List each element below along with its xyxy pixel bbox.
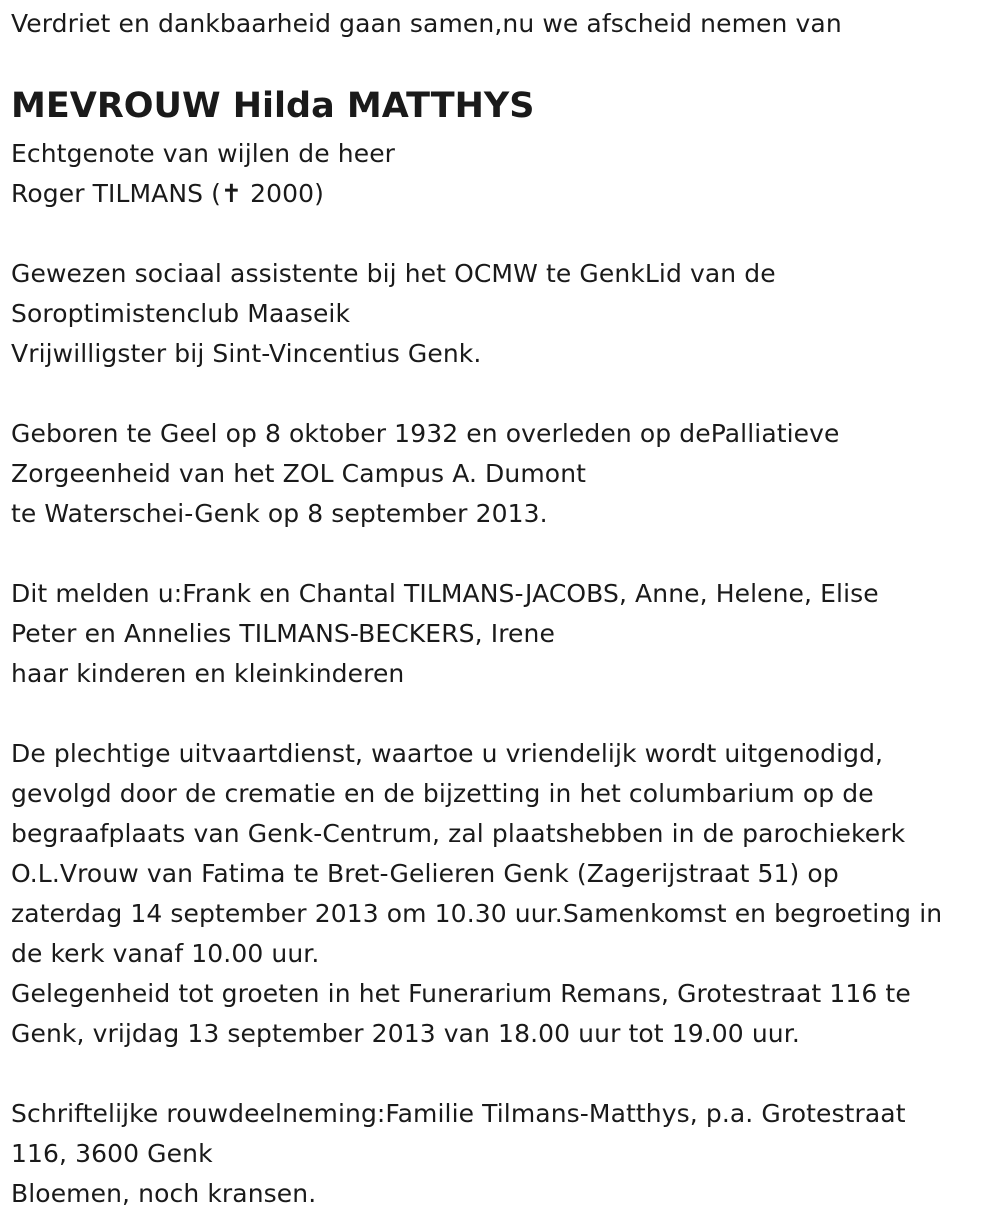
birth-death-section	[11, 414, 840, 534]
service-line: De plechtige uitvaartdienst, waartoe u vriendelijk wordt uitgenodigd,	[11, 739, 884, 768]
deceased-name: MEVROUW Hilda MATTHYS	[11, 86, 535, 126]
service-line: Genk, vrijdag 13 september 2013 van 18.00 uur tot 19.00 uur.	[11, 1019, 800, 1048]
career-section	[11, 254, 776, 374]
family-line: Peter en Annelies TILMANS-BECKERS, Irene	[11, 619, 555, 648]
spouse-line: Echtgenote van wijlen de heer	[11, 139, 396, 168]
birth-death-line: Zorgeenheid van het ZOL Campus A. Dumont	[11, 459, 587, 488]
service-line: begraafplaats van Genk-Centrum, zal plaatshebben in de parochiekerk	[11, 819, 906, 848]
contact-section	[11, 1094, 906, 1214]
service-line: de kerk vanaf 10.00 uur.	[11, 939, 320, 968]
intro-text: Verdriet en dankbaarheid gaan samen,nu we afscheid nemen van	[11, 9, 842, 38]
contact-line: Schriftelijke rouwdeelneming:Familie Tilmans-Matthys, p.a. Grotestraat	[11, 1099, 906, 1128]
spouse-line: Roger TILMANS (✝ 2000)	[11, 179, 325, 208]
service-line: zaterdag 14 september 2013 om 10.30 uur.Samenkomst en begroeting in	[11, 899, 943, 928]
family-section	[11, 574, 879, 694]
family-line: haar kinderen en kleinkinderen	[11, 659, 405, 688]
family-line: Dit melden u:Frank en Chantal TILMANS-JACOBS, Anne, Helene, Elise	[11, 579, 879, 608]
contact-line: Bloemen, noch kransen.	[11, 1179, 317, 1208]
service-section	[11, 734, 942, 1054]
birth-death-line: Geboren te Geel op 8 oktober 1932 en overleden op dePalliatieve	[11, 419, 840, 448]
career-line: Gewezen sociaal assistente bij het OCMW te GenkLid van de	[11, 259, 776, 288]
contact-line: 116, 3600 Genk	[11, 1139, 213, 1168]
spouse-section	[11, 134, 395, 214]
career-line: Vrijwilligster bij Sint-Vincentius Genk.	[11, 339, 482, 368]
service-line: O.L.Vrouw van Fatima te Bret-Gelieren Genk (Zagerijstraat 51) op	[11, 859, 839, 888]
service-line: gevolgd door de crematie en de bijzetting in het columbarium op de	[11, 779, 874, 808]
service-line: Gelegenheid tot groeten in het Funerarium Remans, Grotestraat 116 te	[11, 979, 911, 1008]
birth-death-line: te Waterschei-Genk op 8 september 2013.	[11, 499, 548, 528]
career-line: Soroptimistenclub Maaseik	[11, 299, 351, 328]
